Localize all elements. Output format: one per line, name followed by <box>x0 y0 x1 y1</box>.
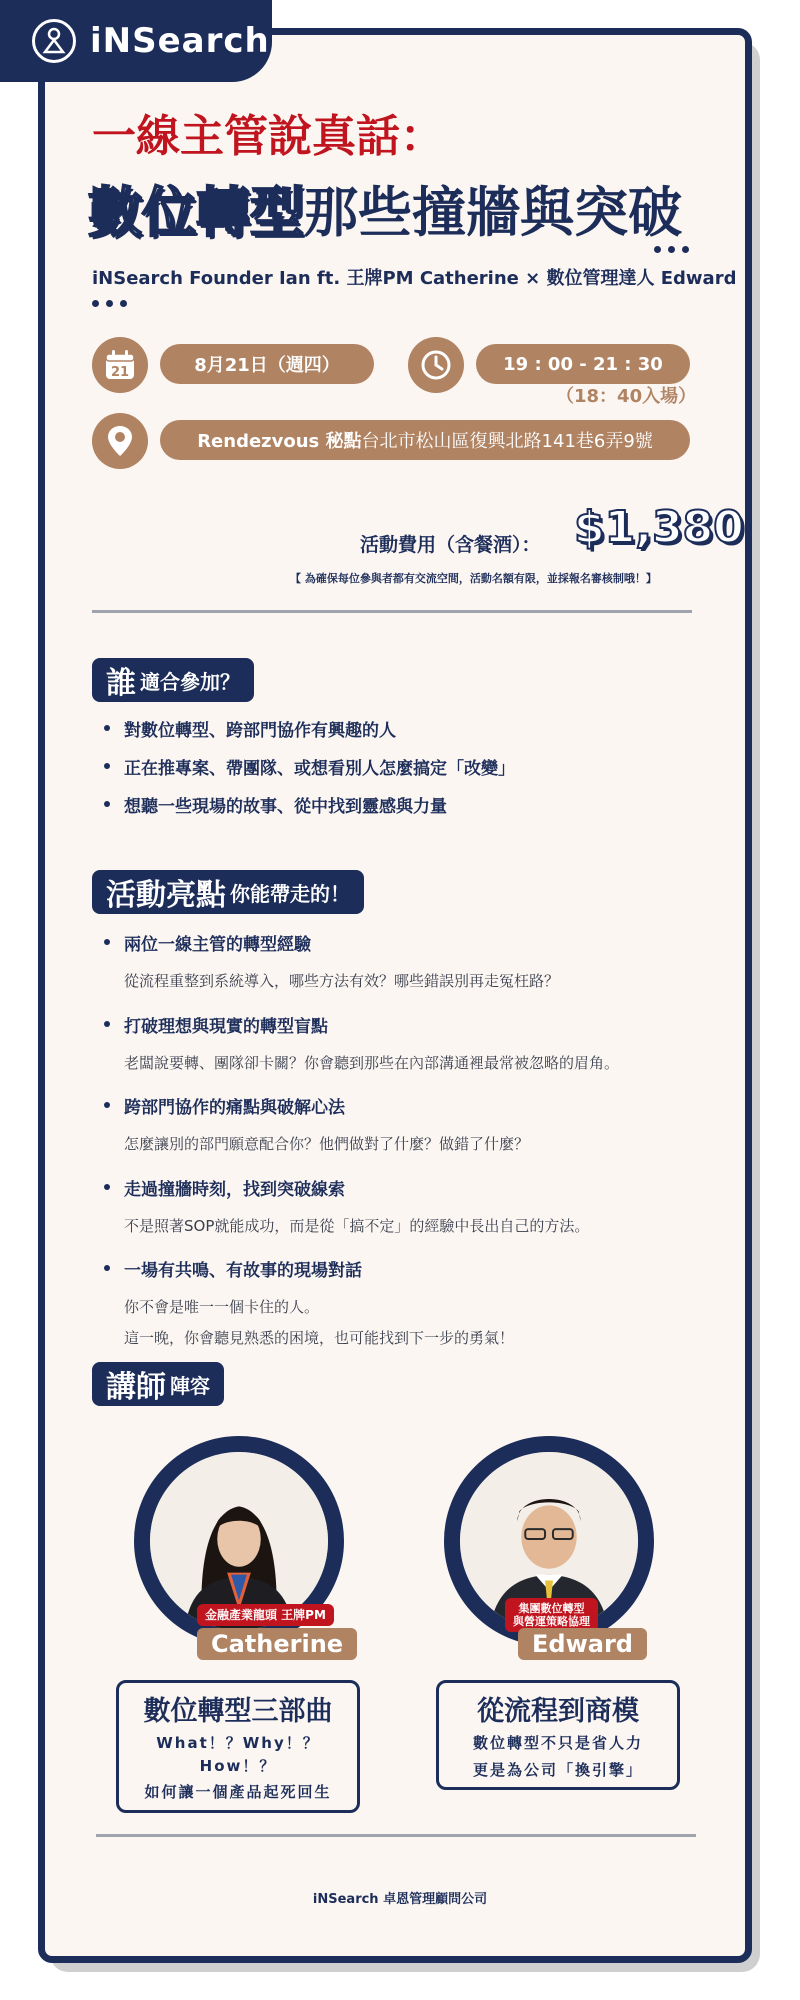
talk-subtitle: 如何讓一個產品起死回生 <box>144 1783 332 1801</box>
speaker-role-edward: 集團數位轉型 與營運策略協理 <box>505 1598 598 1632</box>
footer-company: iNSearch 卓恩管理顧問公司 <box>312 1892 488 1907</box>
who-list <box>100 716 515 830</box>
headline-line1: 一線主管說真話： <box>92 111 444 162</box>
decor-dots-top <box>654 246 689 253</box>
talk-subtitle: 更是為公司「換引擎」 <box>472 1760 643 1779</box>
list-item: 打破理想與現實的轉型盲點 老闆說要轉、團隊卻卡關？你會聽到那些在內部溝通裡最常被忽略的眉角。 <box>100 1012 619 1078</box>
highlights-section-heading: 活動亮點 你能帶走的！ <box>92 870 364 914</box>
speaker-role-catherine: 金融產業龍頭 王牌PM <box>197 1604 334 1626</box>
venue-name: Rendezvous 秘點 <box>197 431 362 452</box>
headline-rest: 那些撞牆與突破 <box>304 181 682 244</box>
talk-title: 從流程到商模 <box>477 1696 639 1727</box>
list-item: 兩位一線主管的轉型經驗 從流程重整到系統導入，哪些方法有效？哪些錯誤別再走冤枉路？ <box>100 930 619 996</box>
venue-address: 台北市松山區復興北路141巷6弄9號 <box>361 431 653 452</box>
list-item: 正在推專案、帶團隊、或想看別人怎麼搞定「改變」 <box>100 754 515 792</box>
speaker-name-edward: Edward <box>518 1628 647 1660</box>
headline-line2 <box>88 170 682 247</box>
logo-mark-icon <box>32 19 76 63</box>
brand-logo <box>0 0 272 82</box>
who-section-heading: 誰 適合參加？ <box>92 658 254 702</box>
speaker-name-catherine: Catherine <box>197 1628 357 1660</box>
venue-pill <box>160 420 690 460</box>
talk-card-catherine <box>116 1680 360 1813</box>
decor-dots-bottom <box>92 300 127 307</box>
logo-text: iNSearch <box>90 21 270 61</box>
date-pill: 8月21日（週四） <box>160 344 374 384</box>
list-item: 走過撞牆時刻，找到突破線索 不是照著SOP就能成功，而是從「搞不定」的經驗中長出自己的方法。 <box>100 1175 619 1241</box>
headline-highlight: 數位轉型 <box>88 181 304 244</box>
divider-top <box>92 610 692 613</box>
speakers-section-heading: 講師 陣容 <box>92 1362 224 1406</box>
highlights-list <box>100 930 619 1368</box>
list-item: 一場有共鳴、有故事的現場對話 你不會是唯一一個卡住的人。 這一晚，你會聽見熟悉的困境，也可能找到下一步的勇氣！ <box>100 1256 619 1352</box>
clock-icon <box>408 337 464 393</box>
fee-label: 活動費用（含餐酒）： <box>360 534 541 556</box>
list-item: 跨部門協作的痛點與破解心法 怎麼讓別的部門願意配合你？他們做對了什麼？做錯了什麼？ <box>100 1093 619 1159</box>
list-item: 想聽一些現場的故事、從中找到靈感與力量 <box>100 792 515 830</box>
list-item: 對數位轉型、跨部門協作有興趣的人 <box>100 716 515 754</box>
entry-time: （18：40入場） <box>556 386 697 407</box>
talk-subtitle: What！？Why！？How！？ <box>156 1734 320 1775</box>
divider-bottom <box>96 1834 696 1837</box>
time-pill: 19 : 00 - 21 : 30 <box>476 344 690 384</box>
fee-note: 【 為確保每位參與者都有交流空間，活動名額有限，並採報名審核制哦！】 <box>290 572 657 585</box>
svg-text:21: 21 <box>110 365 130 380</box>
fee-price: $1,380 <box>574 502 744 553</box>
talk-title: 數位轉型三部曲 <box>143 1696 333 1727</box>
location-pin-icon <box>92 413 148 469</box>
calendar-icon <box>92 337 148 393</box>
subtitle: iNSearch Founder Ian ft. 王牌PM Catherine × 數位管理達人 Edward <box>92 268 737 289</box>
talk-card-edward <box>436 1680 680 1790</box>
talk-subtitle: 數位轉型不只是省人力 <box>472 1734 643 1752</box>
